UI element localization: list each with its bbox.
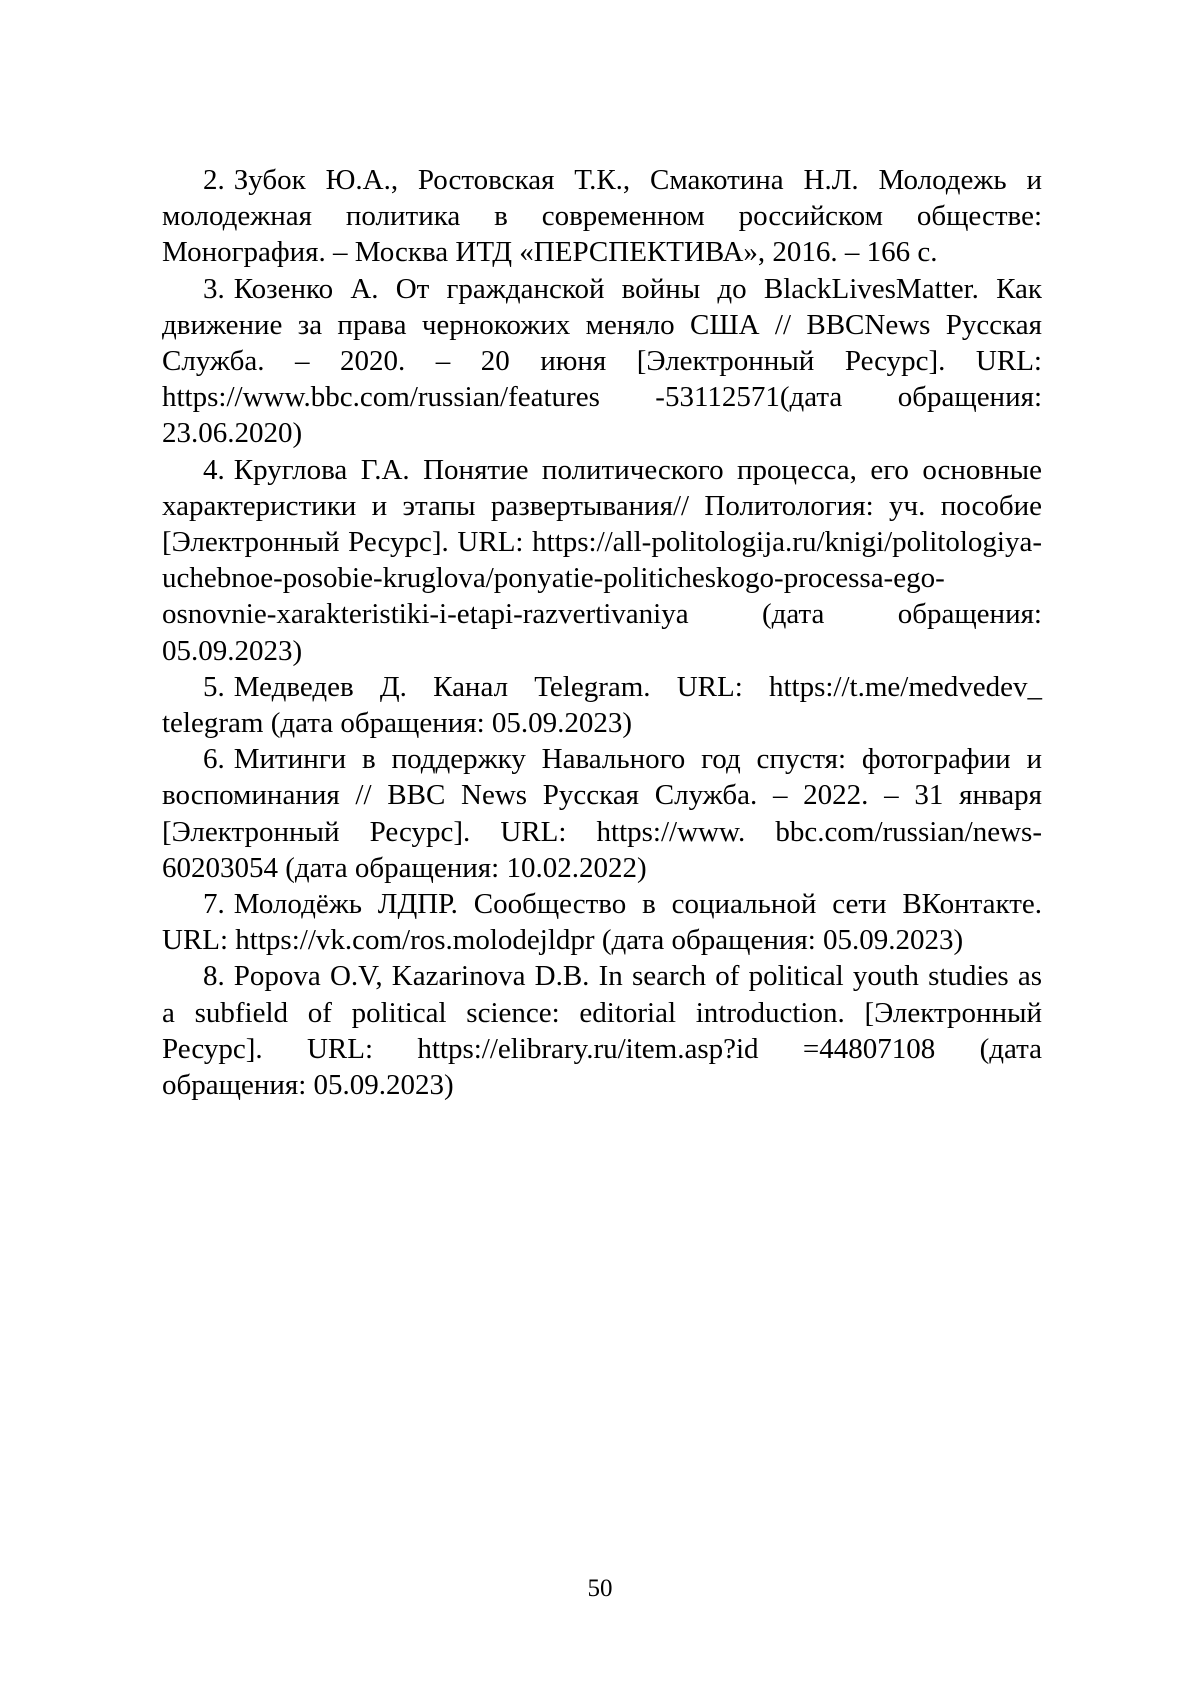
reference-number: 3.	[203, 272, 225, 305]
reference-item-4	[162, 452, 1042, 669]
page-number: 50	[587, 1575, 613, 1602]
reference-number: 4.	[203, 453, 225, 486]
reference-item-5	[162, 669, 1042, 741]
reference-item-2	[162, 162, 1042, 271]
reference-item-3	[162, 271, 1042, 452]
reference-number: 6.	[203, 743, 225, 776]
reference-list	[162, 162, 1042, 1103]
reference-number: 5.	[203, 670, 225, 703]
reference-number: 2.	[203, 164, 225, 196]
reference-number: 7.	[203, 888, 225, 921]
reference-item-6	[162, 741, 1042, 886]
reference-text: Митинги в поддержку Навального год спустя: фотографии и воспоминания // BBC News Русская Служба. – 2022. – 31 января [Электронный Ресурс]. URL: https://www. bbc.com/russian/news-60203054 (дата обращения: 10.02.2022)	[162, 743, 1042, 884]
reference-text: Круглова Г.А. Понятие политического процесса, его основные характеристики и этапы развертывания// Политология: уч. пособие [Электронный Ресурс]. URL: https://all-politologija.ru/knigi/politologiya-uchebnoe-posobie-kruglova/ponyatie-politicheskogo-processa-ego-osnovnie-xarakteristiki-i-etapi-razvertivaniya (дата обращения: 05.09.2023)	[162, 453, 1042, 667]
reference-text: Popova O.V, Kazarinova D.B. In search of political youth studies as a subfield of political science: editorial introduction. [Электронный Ресурс]. URL: https://elibrary.ru/item.asp?id =44807108 (дата обращения: 05.09.2023)	[162, 960, 1042, 1102]
reference-item-7	[162, 886, 1042, 958]
reference-item-8	[162, 958, 1042, 1103]
reference-number: 8.	[203, 960, 225, 993]
reference-text: Козенко А. От гражданской войны до BlackLivesMatter. Как движение за права чернокожих меняло США // BBCNews Русская Служба. – 2020. – 20 июня [Электронный Ресурс]. URL: https://www.bbc.com/russian/features -53112571(дата обращения: 23.06.2020)	[162, 272, 1042, 450]
reference-text: Молодёжь ЛДПР. Сообщество в социальной сети ВКонтакте. URL: https://vk.com/ros.molodejldpr (дата обращения: 05.09.2023)	[162, 888, 1042, 957]
reference-text: Зубок Ю.А., Ростовская Т.К., Смакотина Н.Л. Молодежь и молодежная политика в современном российском обществе: Монография. – Москва ИТД «ПЕРСПЕКТИВА», 2016. – 166 с.	[162, 164, 1042, 269]
reference-text: Медведев Д. Канал Telegram. URL: https://t.me/medvedev_ telegram (дата обращения: 05.09.2023)	[162, 670, 1042, 740]
